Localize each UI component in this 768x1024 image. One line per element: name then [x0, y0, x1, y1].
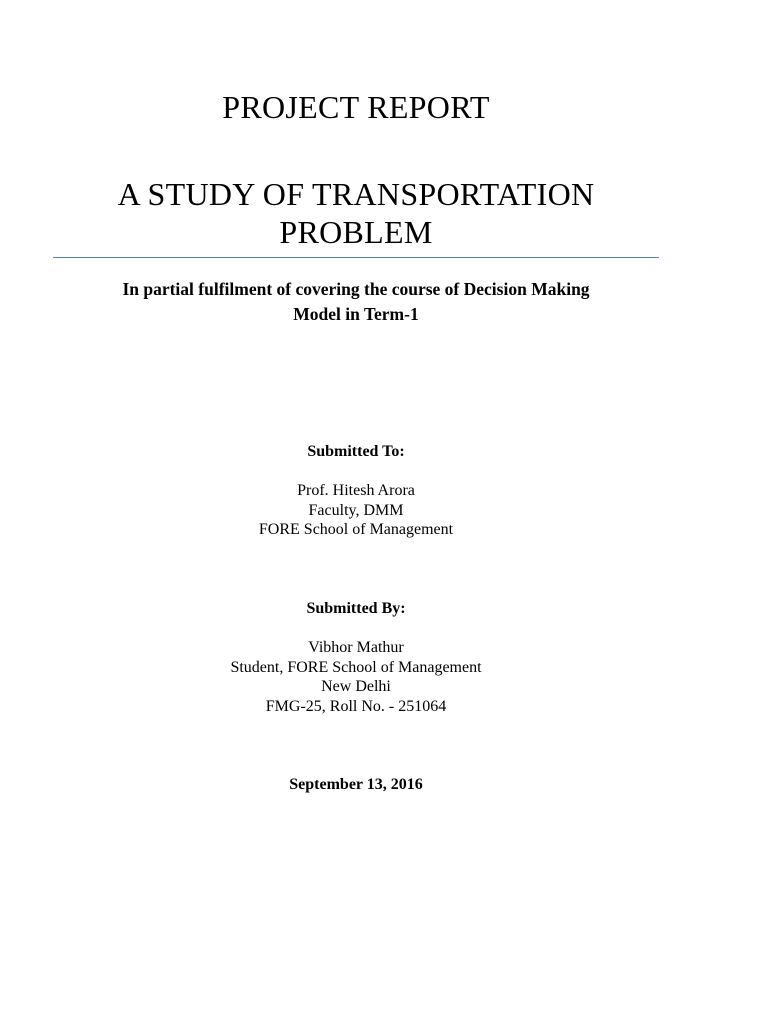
- submission-date: September 13, 2016: [289, 776, 423, 793]
- recipient-role: Faculty, DMM: [308, 501, 404, 519]
- report-title-line-2: PROBLEM: [279, 214, 433, 250]
- purpose-line-2: Model in Term-1: [293, 304, 419, 324]
- author-name: Vibhor Mathur: [308, 639, 404, 656]
- recipient-name: Prof. Hitesh Arora: [297, 482, 415, 499]
- report-title: [53, 175, 659, 251]
- report-title-line-1: A STUDY OF TRANSPORTATION: [117, 176, 595, 212]
- title-divider: [53, 257, 659, 258]
- recipient-institution: FORE School of Management: [258, 521, 454, 538]
- submitted-to-block: [53, 442, 659, 540]
- submitted-to-heading: Submitted To:: [307, 443, 405, 460]
- author-role: Student, FORE School of Management: [230, 658, 482, 676]
- author-city: New Delhi: [321, 678, 391, 695]
- purpose-line-1: In partial fulfilment of covering the course of Decision Making: [122, 279, 590, 299]
- author-roll-number: FMG-25, Roll No. - 251064: [265, 697, 447, 715]
- report-label: PROJECT REPORT: [222, 89, 490, 125]
- submitted-by-block: [53, 599, 659, 716]
- purpose-statement: [53, 277, 659, 327]
- submitted-by-heading: Submitted By:: [306, 600, 406, 617]
